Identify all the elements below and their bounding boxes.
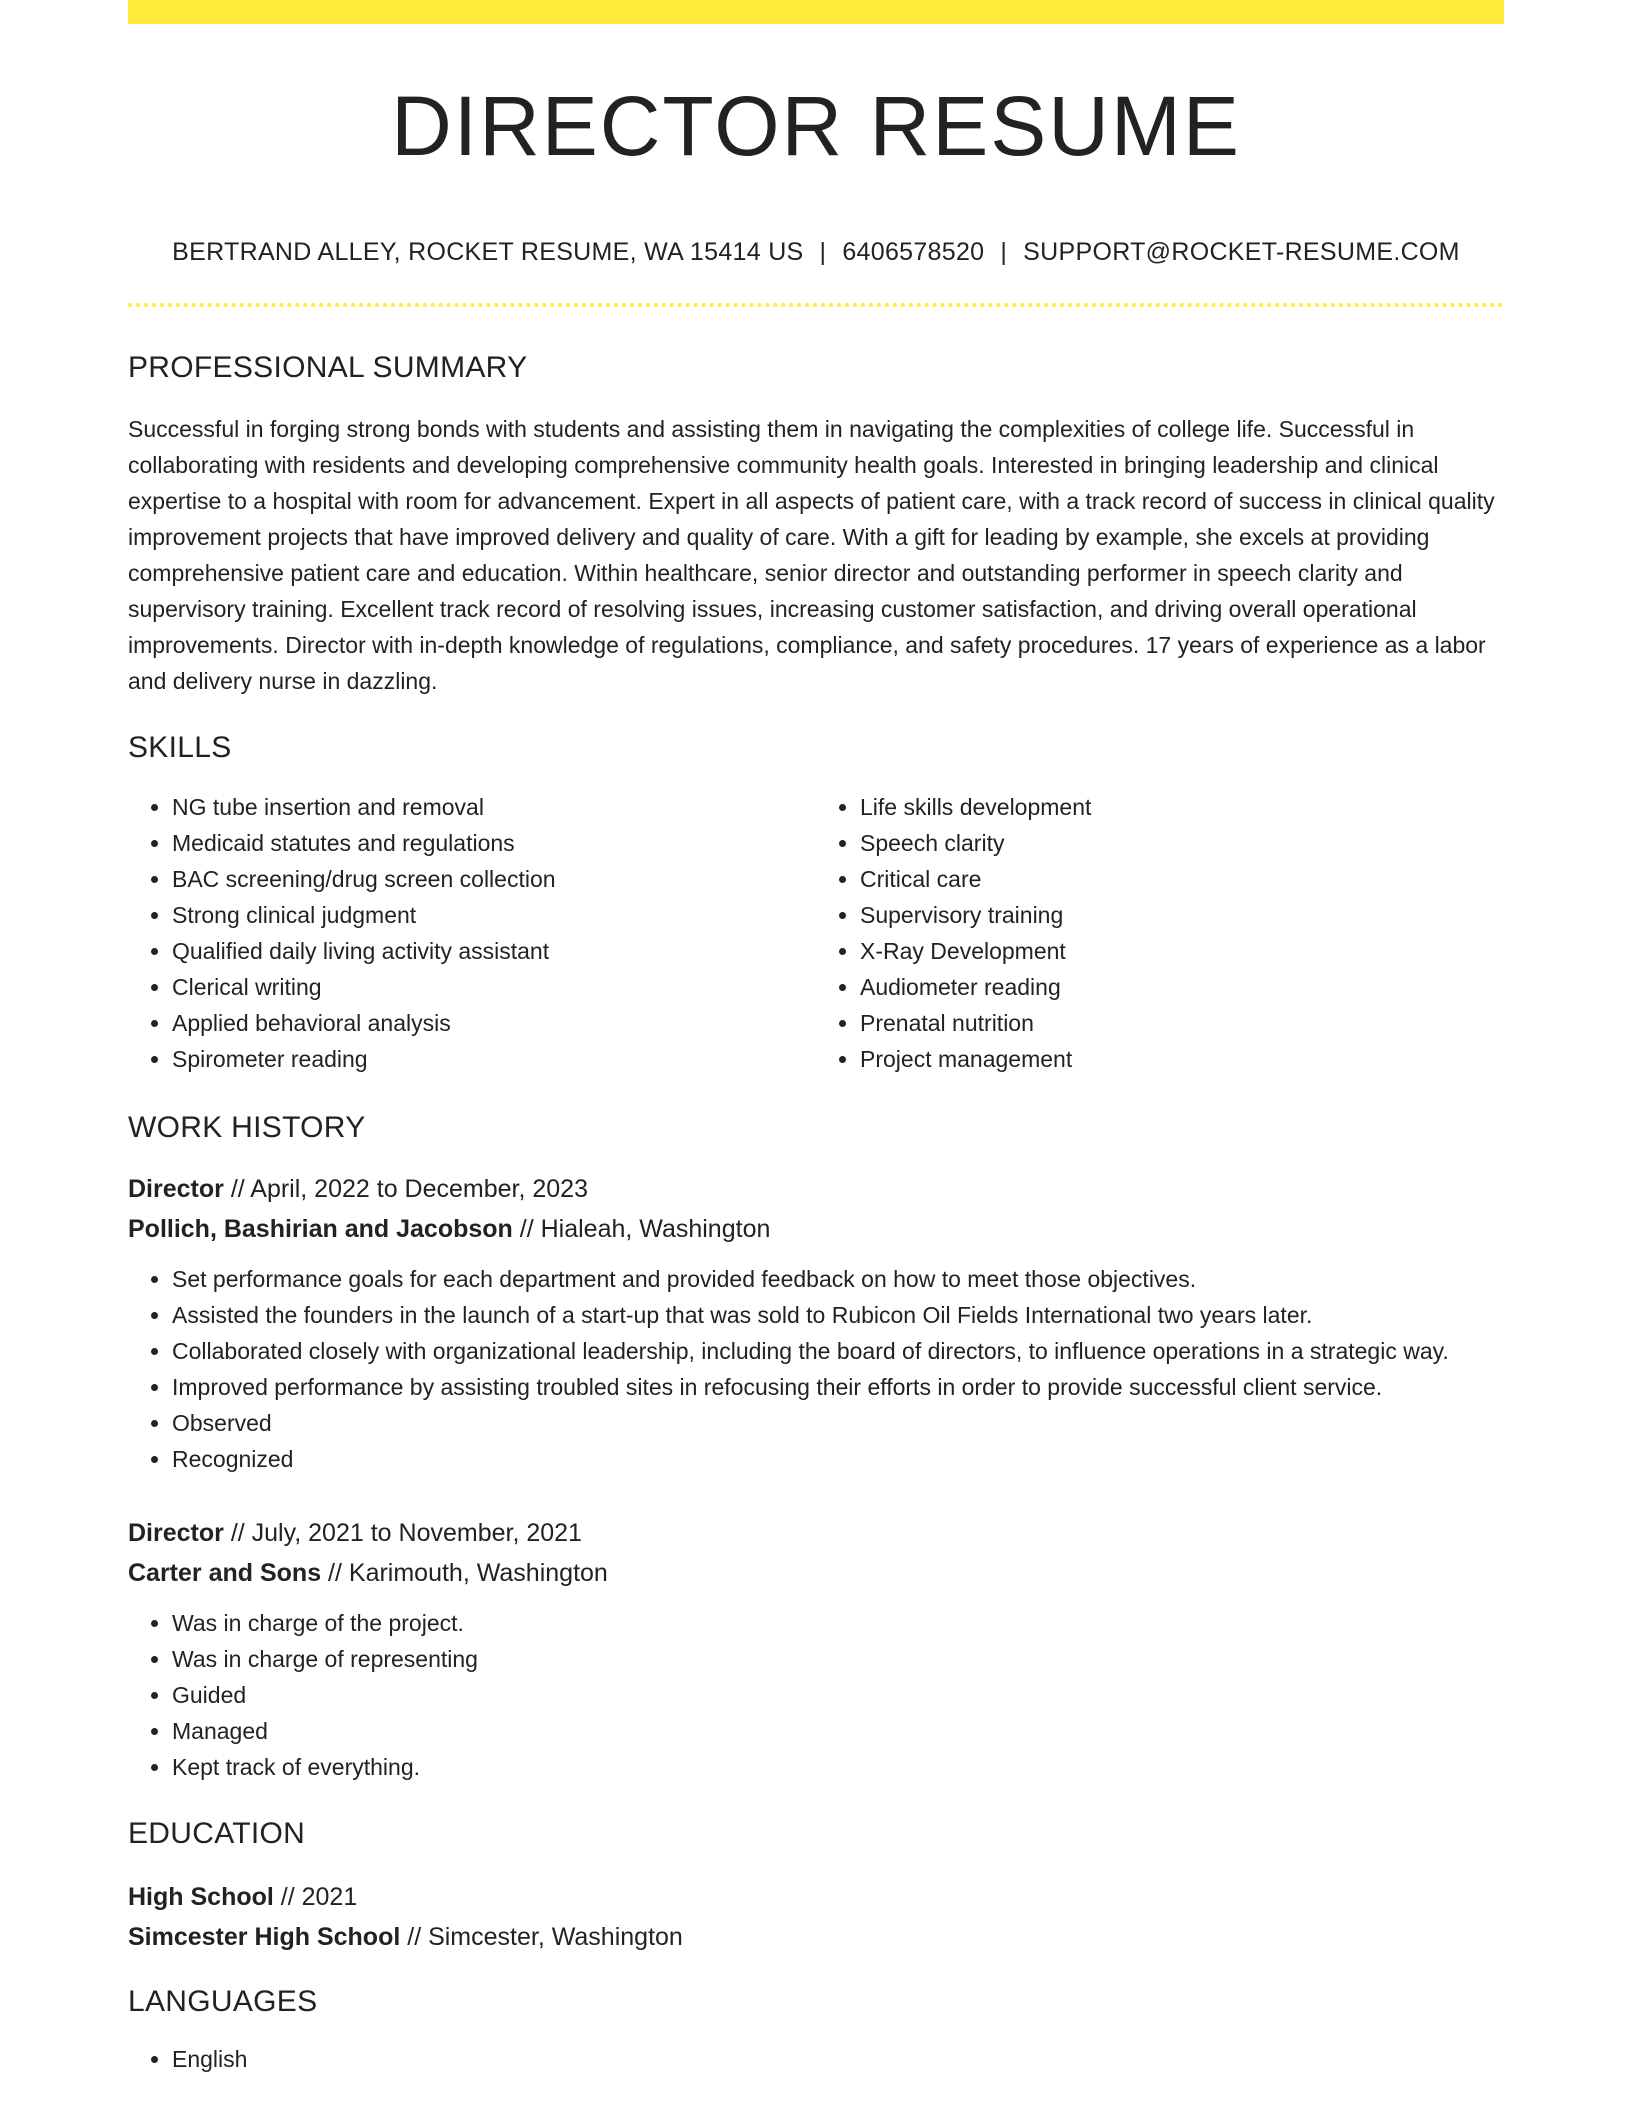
job-bullet: • Improved performance by assisting troubled sites in refocusing their efforts in order to provide successful client service. <box>172 1369 1504 1405</box>
skill-item: • Critical care <box>860 861 1504 897</box>
job-location: // Karimouth, Washington <box>321 1559 608 1587</box>
contact-address: BERTRAND ALLEY, ROCKET RESUME, WA 15414 US <box>172 238 804 266</box>
skill-item: • Prenatal nutrition <box>860 1005 1504 1041</box>
skill-item: • Strong clinical judgment <box>172 897 816 933</box>
skill-item: • Life skills development <box>860 789 1504 825</box>
job-entry <box>128 1169 1504 1477</box>
contact-phone: 6406578520 <box>842 238 985 266</box>
skill-item: • X-Ray Development <box>860 933 1504 969</box>
skills-columns <box>128 789 1504 1077</box>
job-bullets <box>128 1261 1504 1477</box>
job-bullet: • Set performance goals for each department and provided feedback on how to meet those objectives. <box>172 1261 1504 1297</box>
contact-separator: | <box>819 238 827 266</box>
skill-item: • Audiometer reading <box>860 969 1504 1005</box>
job-bullet: • Kept track of everything. <box>172 1749 1504 1785</box>
job-company-line <box>128 1553 1504 1593</box>
resume-title: DIRECTOR RESUME <box>391 79 1241 173</box>
skill-item: • NG tube insertion and removal <box>172 789 816 825</box>
skills-list-right <box>816 789 1504 1077</box>
skills-heading: SKILLS <box>128 731 232 764</box>
education-year: // 2021 <box>273 1883 358 1911</box>
summary-text: Successful in forging strong bonds with students and assisting them in navigating the complexities of college life. Successful in collaborating with residents and developing comprehensive community health goals. Interested in bringing leadership and clinical expertise to a hospital with room for advancement. Expert in all aspects of patient care, with a track record of success in clinical quality improvement projects that have improved delivery and quality of care. With a gift for leading by example, she excels at providing comprehensive patient care and education. Within healthcare, senior director and outstanding performer in speech clarity and supervisory training. Excellent track record of resolving issues, increasing customer satisfaction, and driving overall operational improvements. Director with in-depth knowledge of regulations, compliance, and safety procedures. 17 years of experience as a labor and delivery nurse in dazzling. <box>128 416 1495 694</box>
language-item: • English <box>172 2041 1504 2077</box>
languages-heading: LANGUAGES <box>128 1985 318 2018</box>
job-bullet: • Assisted the founders in the launch of a start-up that was sold to Rubicon Oil Fields International two years later. <box>172 1297 1504 1333</box>
skill-item: • Project management <box>860 1041 1504 1077</box>
job-title-line <box>128 1513 1504 1553</box>
job-dates: // April, 2022 to December, 2023 <box>223 1175 588 1203</box>
job-company: Carter and Sons <box>128 1559 322 1587</box>
job-title: Director <box>128 1519 224 1547</box>
top-accent-bar <box>128 0 1504 24</box>
job-company: Pollich, Bashirian and Jacobson <box>128 1215 513 1243</box>
work-history-heading: WORK HISTORY <box>128 1111 366 1144</box>
skill-item: • Clerical writing <box>172 969 816 1005</box>
job-bullet: • Guided <box>172 1677 1504 1713</box>
skill-item: • Applied behavioral analysis <box>172 1005 816 1041</box>
education-school: Simcester High School <box>128 1923 401 1951</box>
skill-item: • Supervisory training <box>860 897 1504 933</box>
job-location: // Hialeah, Washington <box>512 1215 771 1243</box>
resume-page <box>128 0 1504 2077</box>
job-title: Director <box>128 1175 224 1203</box>
contact-separator: | <box>1000 238 1008 266</box>
dotted-divider <box>128 303 1504 307</box>
job-company-line <box>128 1209 1504 1249</box>
education-heading: EDUCATION <box>128 1817 306 1850</box>
skill-item: • Medicaid statutes and regulations <box>172 825 816 861</box>
skill-item: • Qualified daily living activity assistant <box>172 933 816 969</box>
job-bullet: • Collaborated closely with organizational leadership, including the board of directors, to influence operations in a strategic way. <box>172 1333 1504 1369</box>
skills-list-left <box>128 789 816 1077</box>
skill-item: • BAC screening/drug screen collection <box>172 861 816 897</box>
education-degree-line <box>128 1877 1504 1917</box>
job-entry <box>128 1513 1504 1785</box>
job-bullet: • Was in charge of the project. <box>172 1605 1504 1641</box>
contact-line <box>128 238 1504 267</box>
job-bullet: • Managed <box>172 1713 1504 1749</box>
job-dates: // July, 2021 to November, 2021 <box>223 1519 582 1547</box>
education-degree: High School <box>128 1883 274 1911</box>
skill-item: • Speech clarity <box>860 825 1504 861</box>
job-bullet: • Observed <box>172 1405 1504 1441</box>
languages-list <box>128 2041 1504 2077</box>
skill-item: • Spirometer reading <box>172 1041 816 1077</box>
job-title-line <box>128 1169 1504 1209</box>
contact-email: SUPPORT@ROCKET-RESUME.COM <box>1023 238 1460 266</box>
summary-heading: PROFESSIONAL SUMMARY <box>128 351 528 384</box>
job-bullet: • Was in charge of representing <box>172 1641 1504 1677</box>
job-bullets <box>128 1605 1504 1785</box>
job-bullet: • Recognized <box>172 1441 1504 1477</box>
education-school-line <box>128 1917 1504 1957</box>
education-location: // Simcester, Washington <box>400 1923 683 1951</box>
